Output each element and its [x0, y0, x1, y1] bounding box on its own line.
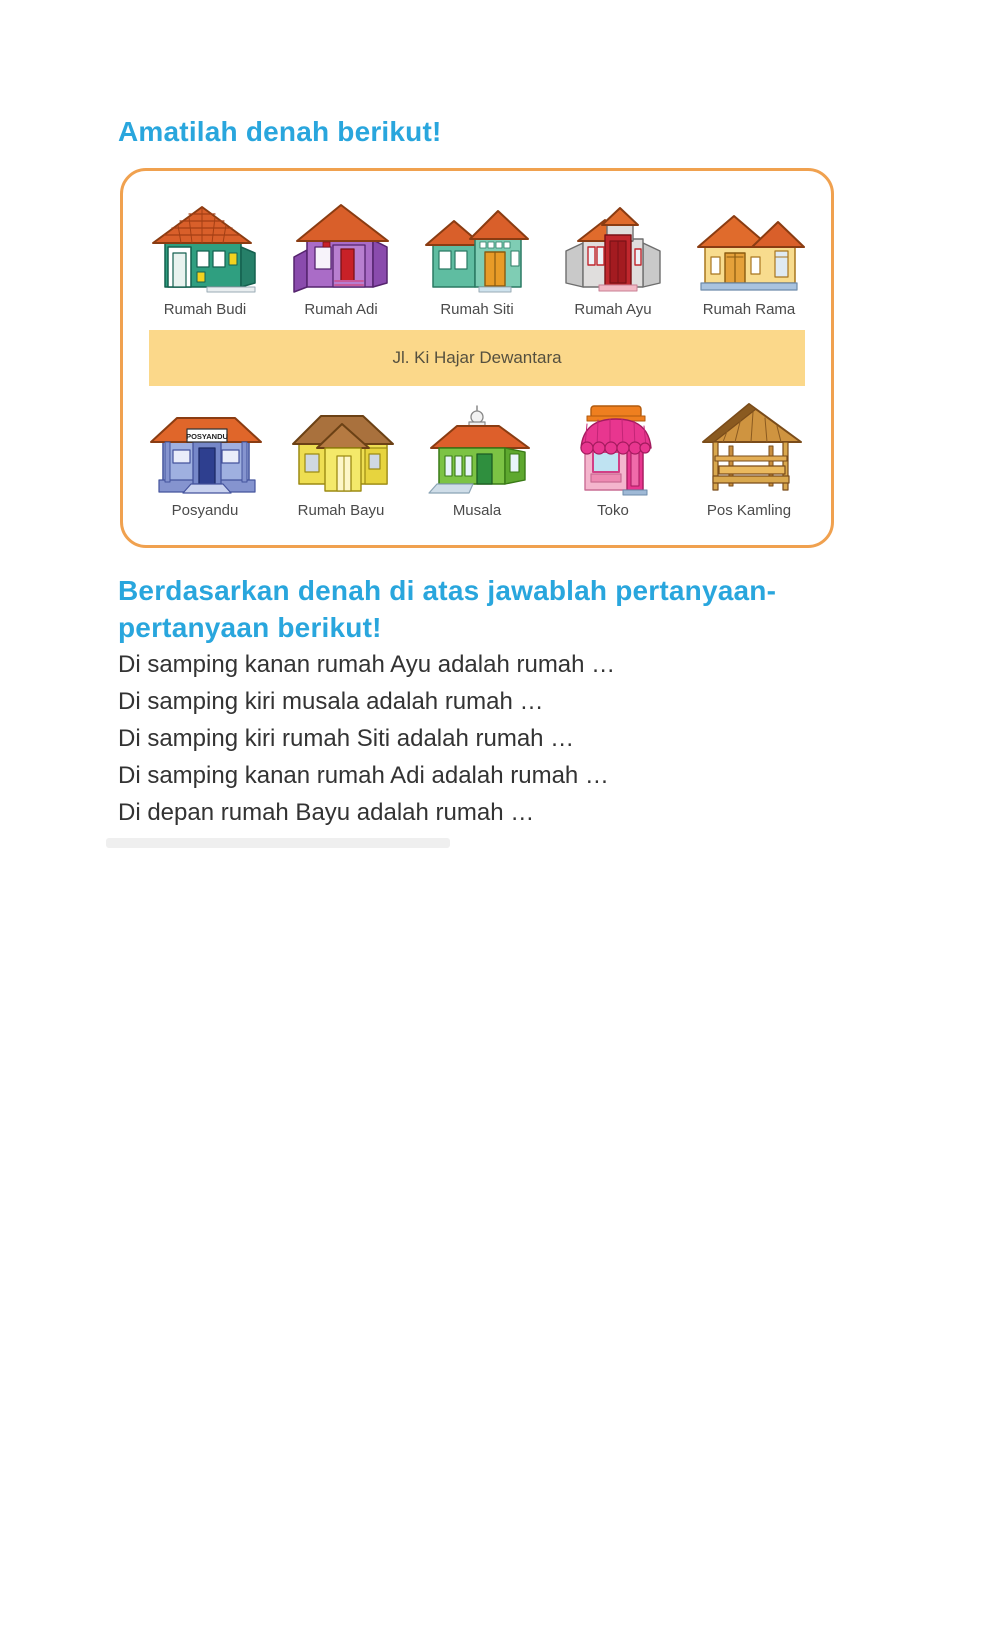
building-label: Musala [452, 502, 502, 519]
question-4: Di samping kanan rumah Adi adalah rumah … [118, 762, 609, 789]
rumah-bayu-icon [275, 396, 407, 498]
building-label: Rumah Rama [702, 301, 796, 318]
building-rumah-adi [275, 195, 407, 318]
rumah-adi-icon [275, 195, 407, 297]
building-rumah-rama [683, 195, 815, 318]
question-1: Di samping kanan rumah Ayu adalah rumah … [118, 651, 616, 678]
pos-kamling-icon [683, 396, 815, 498]
question-2: Di samping kiri musala adalah rumah … [118, 688, 544, 715]
building-label: Pos Kamling [706, 502, 792, 519]
map-bottom-row [139, 396, 815, 519]
question-5: Di depan rumah Bayu adalah rumah … [118, 799, 535, 826]
svg-text:POSYANDU: POSYANDU [186, 432, 228, 441]
building-label: Rumah Siti [440, 301, 514, 318]
heading-questions: Berdasarkan denah di atas jawablah pertanyaan-pertanyaan berikut! [118, 575, 777, 643]
rumah-ayu-icon [547, 195, 679, 297]
building-label: Rumah Bayu [297, 502, 385, 519]
toko-icon [547, 396, 679, 498]
building-rumah-budi [139, 195, 271, 318]
rumah-rama-icon [683, 195, 815, 297]
musala-icon [411, 396, 543, 498]
faint-answer-strip [106, 838, 450, 848]
street-band [149, 330, 805, 386]
question-list [118, 646, 878, 831]
building-label: Toko [597, 502, 629, 519]
building-rumah-ayu [547, 195, 679, 318]
map-top-row [139, 195, 815, 318]
building-rumah-siti [411, 195, 543, 318]
building-pos-kamling [683, 396, 815, 519]
building-rumah-bayu [275, 396, 407, 519]
rumah-siti-icon [411, 195, 543, 297]
rumah-budi-icon [139, 195, 271, 297]
street-label: Jl. Ki Hajar Dewantara [392, 348, 562, 367]
building-toko [547, 396, 679, 519]
denah-map-box [120, 168, 834, 548]
building-posyandu [139, 396, 271, 519]
heading-observe: Amatilah denah berikut! [118, 116, 442, 147]
posyandu-icon [139, 396, 271, 498]
building-label: Rumah Budi [163, 301, 247, 318]
building-musala [411, 396, 543, 519]
building-label: Posyandu [171, 502, 239, 519]
building-label: Rumah Adi [304, 301, 378, 318]
building-label: Rumah Ayu [574, 301, 652, 318]
question-3: Di samping kiri rumah Siti adalah rumah … [118, 725, 575, 752]
